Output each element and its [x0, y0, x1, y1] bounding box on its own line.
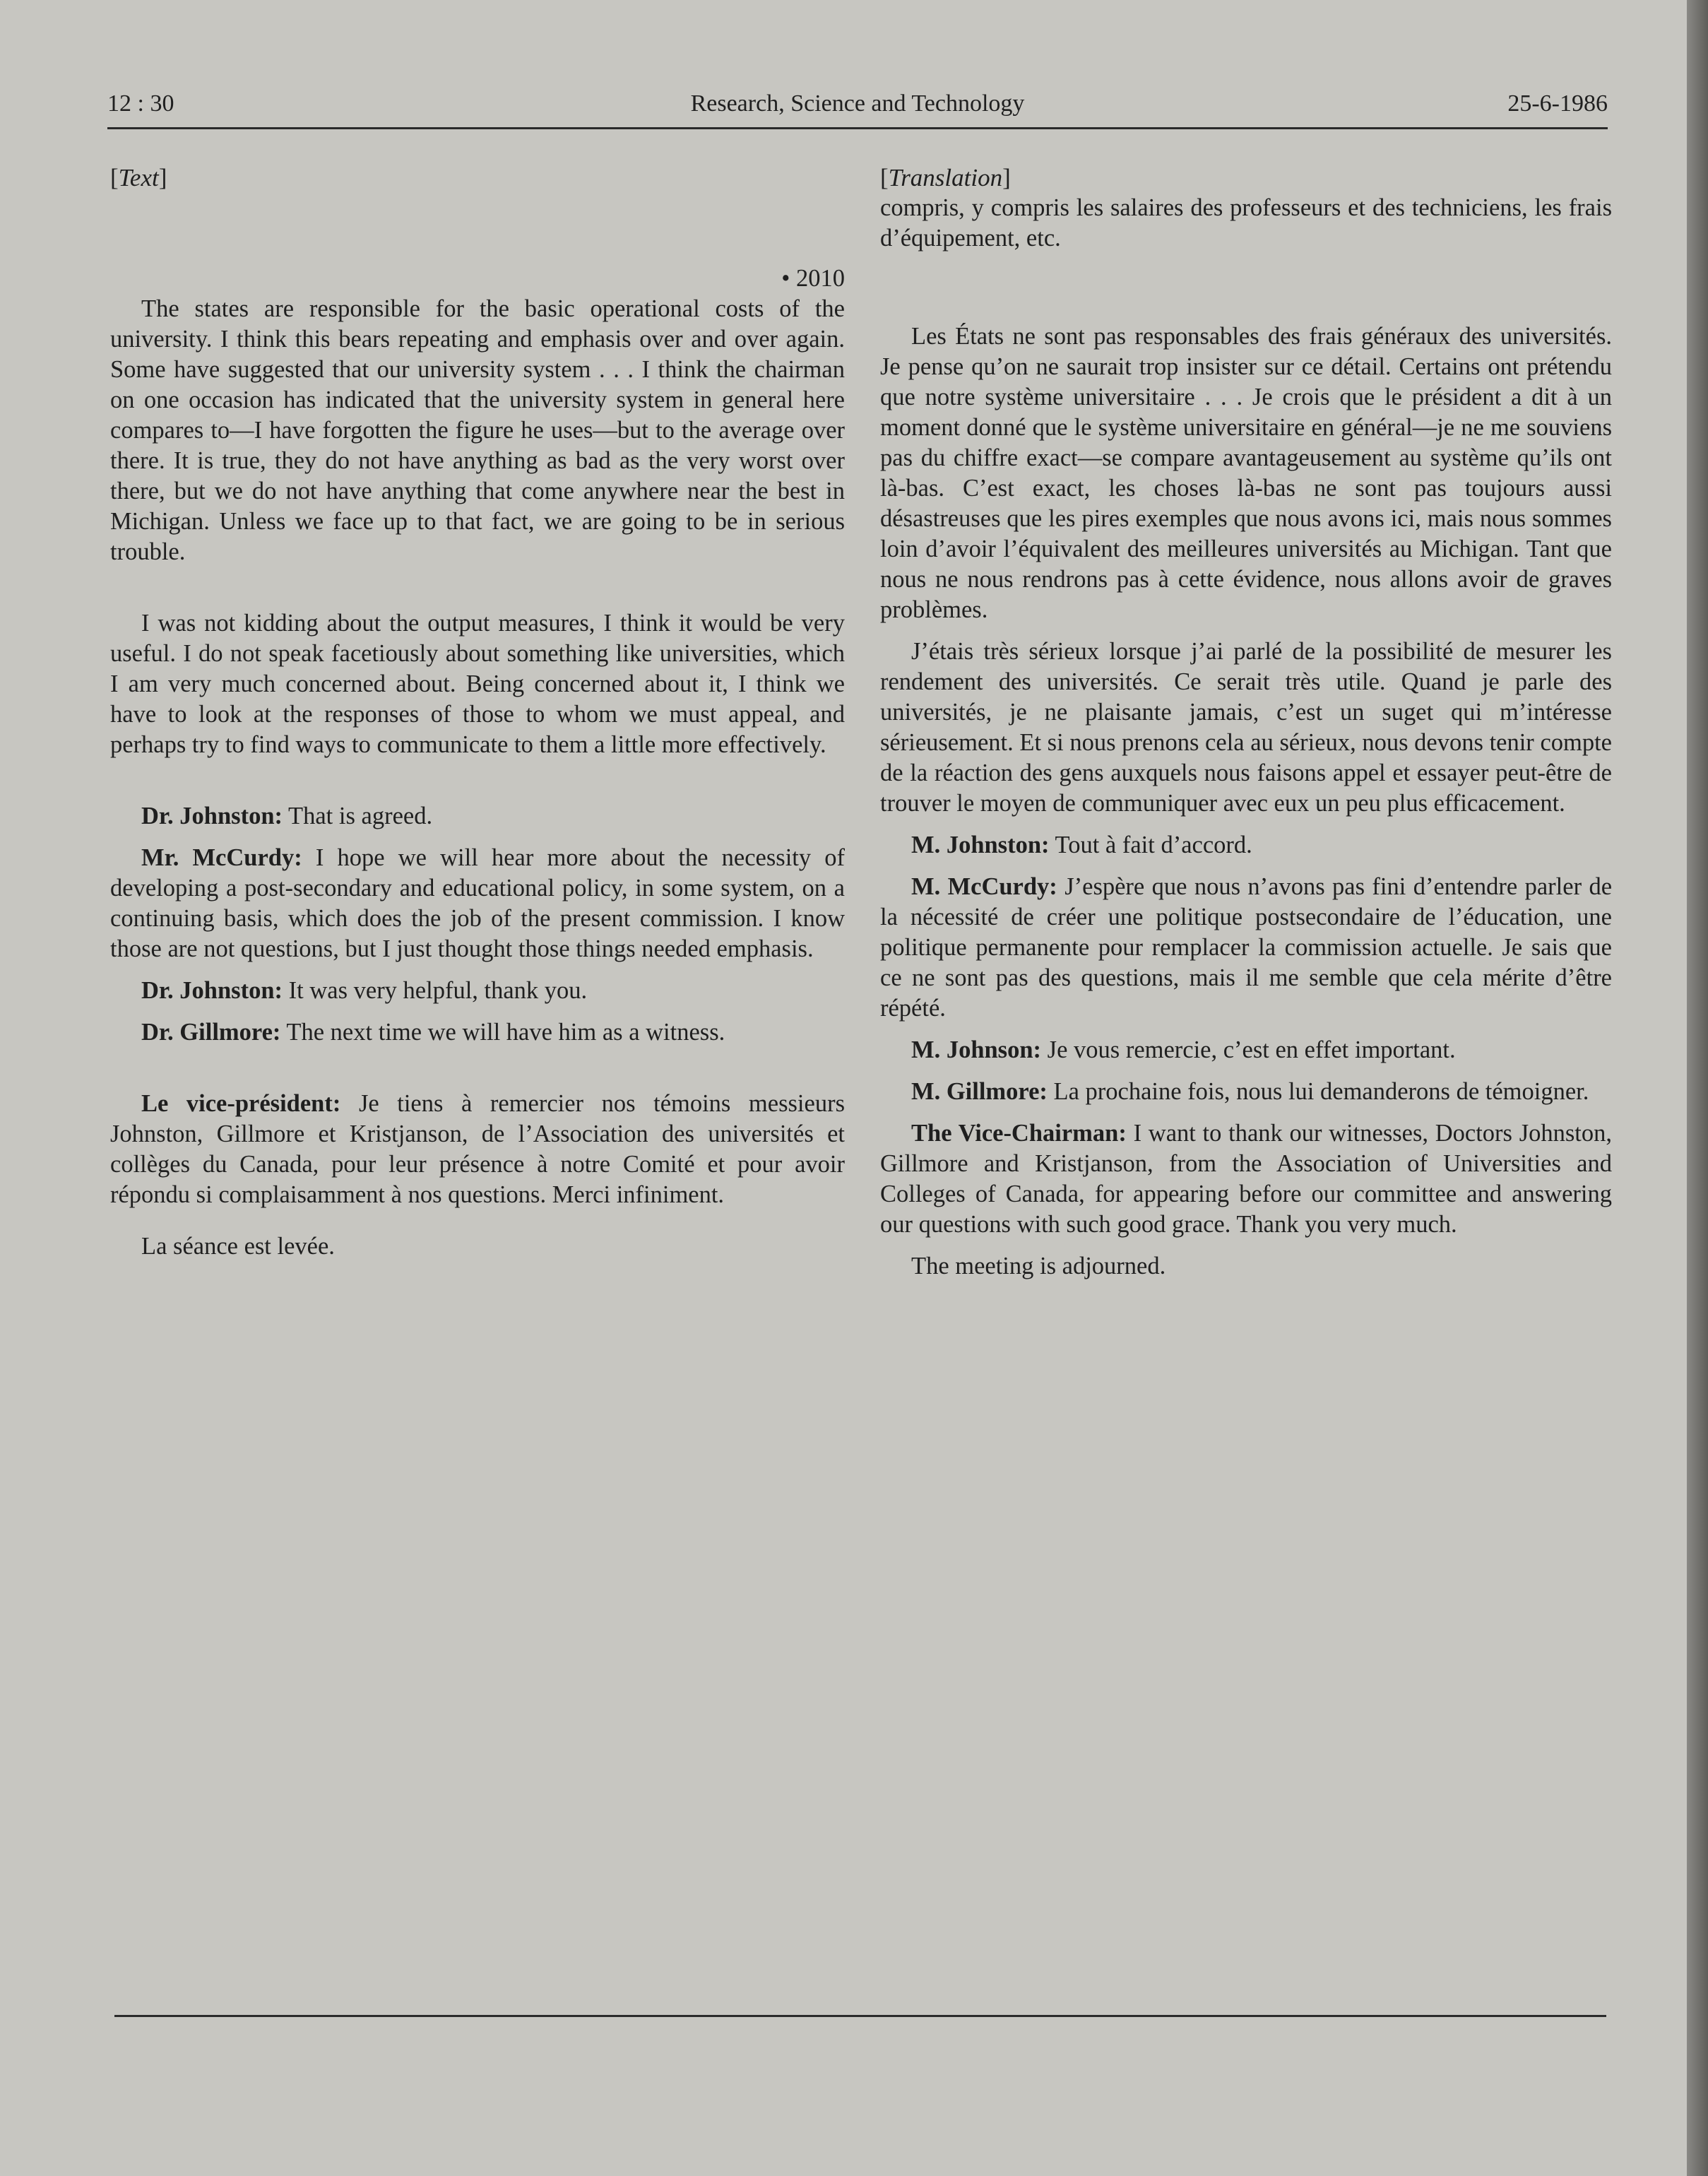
page-title: Research, Science and Technology [690, 90, 1025, 117]
exchange [880, 1118, 1612, 1240]
speaker-name: Dr. Gillmore: [141, 1019, 281, 1046]
speaker-name: Le vice-président: [141, 1090, 341, 1117]
page-edge-shadow [1687, 0, 1708, 2176]
speech-text: La prochaine fois, nous lui demanderons de témoigner. [1053, 1078, 1589, 1105]
speech-text: Tout à fait d’accord. [1055, 832, 1252, 858]
speaker-name: The Vice-Chairman: [911, 1120, 1127, 1147]
left-column [110, 162, 845, 1262]
page-header [107, 86, 1608, 129]
exchange [880, 830, 1612, 861]
footer-rule [114, 2015, 1606, 2017]
closing-remarks [110, 1089, 845, 1210]
speech-text: It was very helpful, thank you. [288, 977, 588, 1004]
speaker-name: M. Gillmore: [911, 1078, 1048, 1105]
speech-text: The next time we will have him as a witness. [286, 1019, 725, 1046]
exchange [880, 1035, 1612, 1065]
adjournment: The meeting is adjourned. [911, 1253, 1166, 1279]
time-marker: • 2010 [781, 265, 845, 292]
speaker-name: Dr. Johnston: [141, 977, 283, 1004]
speaker-name: Dr. Johnston: [141, 803, 283, 829]
header-rule [107, 127, 1608, 129]
paragraph-continuation: compris, y compris les salaires des professeurs et des techniciens, les frais d’équipement, etc. [880, 194, 1612, 252]
speech-text: I want to thank our witnesses, Doctors Johnston, Gillmore and Kristjanson, from the Association of Universities and Colleges of Canada, for appearing before our committee and answering our questions with such good grace. Thank you very much. [880, 1120, 1612, 1238]
page-number: 12 : 30 [107, 90, 174, 117]
paragraph: Les États ne sont pas responsables des frais généraux des universités. Je pense qu’on ne saurait trop insister sur ce détail. Certains ont prétendu que notre système universitaire . . . Je crois que le président a dit à un moment donné que le système universitaire en général—je ne me souviens pas du chiffre exact—se compare avantageusement au système qu’ils ont là-bas. C’est exact, les choses là-bas ne sont pas toujours aussi désastreuses que les pires exemples que nous avons ici, mais nous sommes loin d’avoir l’équivalent des meilleures universités au Michigan. Tant que nous ne nous rendrons pas à cette évidence, nous allons avoir de graves problèmes. [880, 323, 1612, 623]
exchange [110, 801, 845, 832]
exchange [880, 872, 1612, 1024]
speaker-name: M. Johnson: [911, 1036, 1042, 1063]
speaker-name: Mr. McCurdy: [141, 844, 302, 871]
column-label-text: [Text] [110, 164, 167, 191]
exchange [880, 1077, 1612, 1107]
column-label-translation: [Translation] [880, 164, 1011, 191]
exchange [110, 843, 845, 964]
paragraph: I was not kidding about the output measures, I think it would be very useful. I do not speak facetiously about something like universities, which I am very much concerned about. Being concerned about it, I think we have to look at the responses of those to whom we must appeal, and perhaps try to find ways to communicate to them a little more effectively. [110, 610, 845, 758]
exchange [110, 1017, 845, 1048]
speech-text: That is agreed. [288, 803, 433, 829]
speech-text: I hope we will hear more about the necessity of developing a post-secondary and educational policy, in some system, on a continuing basis, which does the job of the present commission. I know those are not questions, but I just thought those things needed emphasis. [110, 844, 846, 962]
speaker-name: M. McCurdy: [911, 873, 1057, 900]
right-column [880, 162, 1612, 1282]
speaker-name: M. Johnston: [911, 832, 1050, 858]
speech-text: J’espère que nous n’avons pas fini d’entendre parler de la nécessité de créer une politique postsecondaire de l’éducation, une politique permanente pour remplacer la commission actuelle. Je sais que ce ne sont pas des questions, mais il me semble que cela mérite d’être répété. [880, 873, 1613, 1022]
adjournment: La séance est levée. [141, 1233, 335, 1260]
speech-text: Je vous remercie, c’est en effet important. [1047, 1036, 1456, 1063]
paragraph: J’étais très sérieux lorsque j’ai parlé de la possibilité de mesurer les rendement des universités. Ce serait très utile. Quand je parle des universités, je ne plaisante jamais, c’est un suget qui m’intéresse sérieusement. Et si nous prenons cela au sérieux, nous devons tenir compte de la réaction des gens auxquels nous faisons appel et essayer peut-être de trouver le moyen de communiquer avec eux un peu plus efficacement. [880, 638, 1612, 817]
exchange [110, 976, 845, 1006]
speech-text: Je tiens à remercier nos témoins messieurs Johnston, Gillmore et Kristjanson, de l’Association des universités et collèges du Canada, pour leur présence à notre Comité et pour avoir répondu si complaisamment à nos questions. Merci infiniment. [110, 1090, 845, 1208]
paragraph: The states are responsible for the basic operational costs of the university. I think this bears repeating and emphasis over and over again. Some have suggested that our university system . . . I think the chairman on one occasion has indicated that the university system in general here compares to—I have forgotten the figure he uses—but to the average over there. It is true, they do not have anything as bad as the very worst over there, but we do not have anything that come anywhere near the best in Michigan. Unless we face up to that fact, we are going to be in serious trouble. [110, 295, 845, 565]
page-date: 25-6-1986 [1507, 90, 1608, 117]
